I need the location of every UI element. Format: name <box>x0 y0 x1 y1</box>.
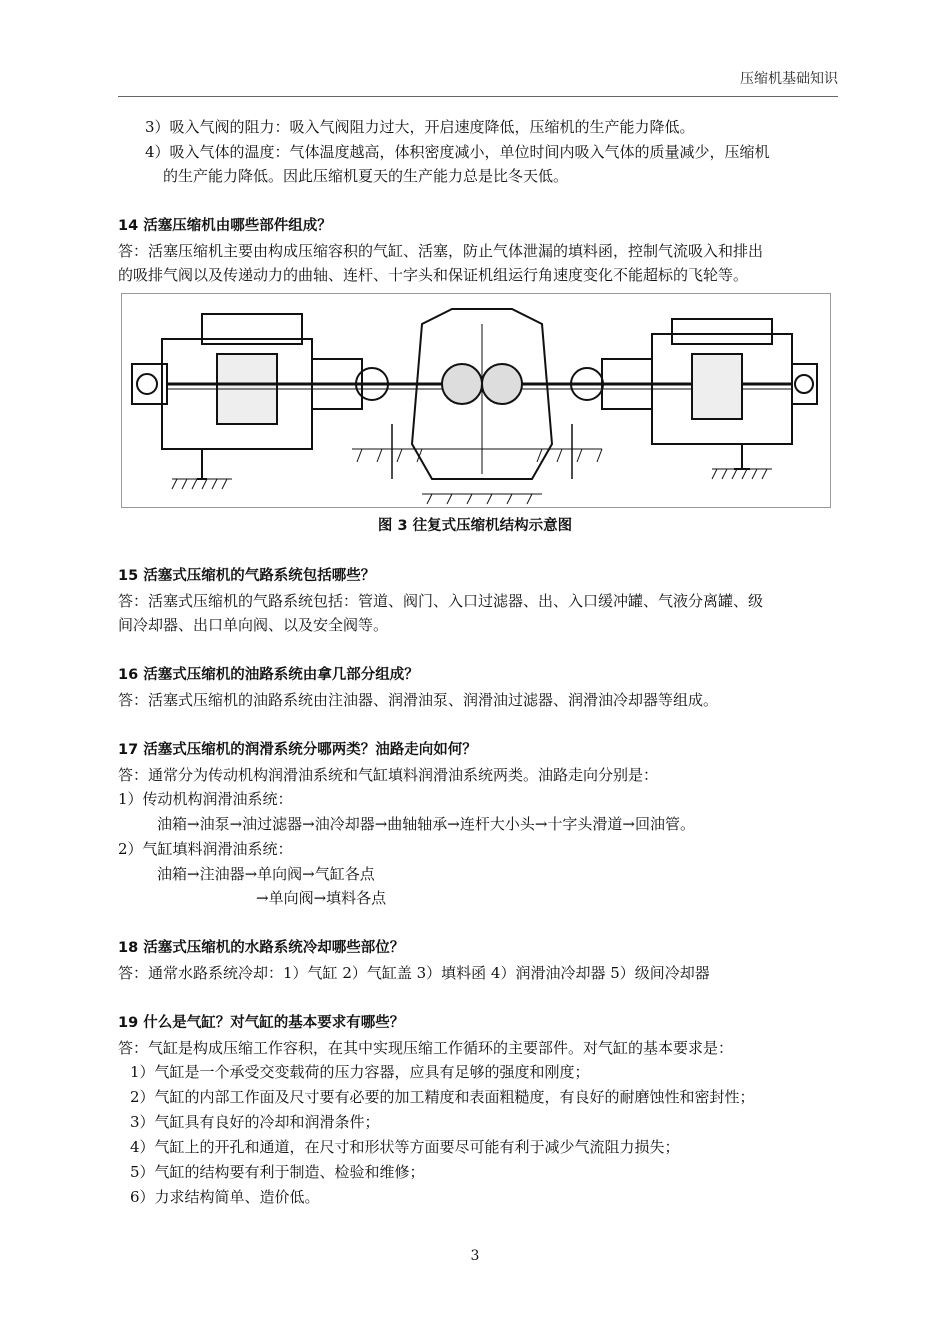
answer-16-line1: 答：活塞式压缩机的油路系统由注油器、润滑油泵、润滑油过滤器、润滑油冷却器等组成。 <box>118 691 719 709</box>
right-end-bolt <box>795 375 813 393</box>
answer-17-flow2b: →单向阀→填料各点 <box>256 889 387 907</box>
question-16: 16 活塞式压缩机的油路系统由拿几部分组成？ <box>118 667 419 683</box>
answer-14-line1: 答：活塞压缩机主要由构成压缩容积的气缸、活塞，防止气体泄漏的填料函，控制气流吸入和排出 <box>118 242 764 260</box>
crank-left <box>442 364 482 404</box>
intro-item-3: 3）吸入气阀的阻力：吸入气阀阻力过大，开启速度降低，压缩机的生产能力降低。 <box>145 118 695 136</box>
compressor-diagram <box>121 293 831 508</box>
right-valve-cover <box>672 319 772 344</box>
answer-18-line1: 答：通常水路系统冷却：1）气缸 2）气缸盖 3）填料函 4）润滑油冷却器 5）级间冷却器 <box>118 964 710 982</box>
answer-17-flow1: 油箱→油泵→油过滤器→油冷却器→曲轴轴承→连杆大小头→十字头滑道→回油管。 <box>157 815 695 833</box>
intro-item-4-cont: 的生产能力降低。因此压缩机夏天的生产能力总是比冬天低。 <box>163 167 569 185</box>
running-header: 压缩机基础知识 <box>740 71 838 87</box>
answer-19-item: 2）气缸的内部工作面及尺寸要有必要的加工精度和表面粗糙度，有良好的耐磨蚀性和密封性； <box>130 1088 755 1106</box>
answer-17-subhead2: 2）气缸填料润滑油系统： <box>118 840 293 858</box>
page-number: 3 <box>470 1248 480 1264</box>
intro-item-4: 4）吸入气体的温度：气体温度越高，体积密度减小，单位时间内吸入气体的质量减少，压缩机 <box>145 143 770 161</box>
foundation-right <box>712 469 772 479</box>
answer-19-item: 3）气缸具有良好的冷却和润滑条件； <box>130 1113 380 1131</box>
right-piston <box>692 354 742 419</box>
question-18: 18 活塞式压缩机的水路系统冷却哪些部位？ <box>118 940 405 956</box>
left-end-bolt <box>137 374 157 394</box>
answer-19-line1: 答：气缸是构成压缩工作容积，在其中实现压缩工作循环的主要部件。对气缸的基本要求是： <box>118 1039 734 1057</box>
answer-17-flow2a: 油箱→注油器→单向阀→气缸各点 <box>157 865 375 883</box>
question-14: 14 活塞压缩机由哪些部件组成？ <box>118 218 332 234</box>
answer-14-line2: 的吸排气阀以及传递动力的曲轴、连杆、十字头和保证机组运行角速度变化不能超标的飞轮等。 <box>118 266 749 284</box>
answer-17-subhead1: 1）传动机构润滑油系统： <box>118 790 293 808</box>
compressor-diagram-svg <box>122 294 830 507</box>
answer-19-item: 5）气缸的结构要有利于制造、检验和维修； <box>130 1163 425 1181</box>
answer-19-item: 1）气缸是一个承受交变载荷的压力容器，应具有足够的强度和刚度； <box>130 1063 590 1081</box>
answer-19-item: 6）力求结构简单、造价低。 <box>130 1188 320 1206</box>
crank-right <box>482 364 522 404</box>
question-15: 15 活塞式压缩机的气路系统包括哪些？ <box>118 568 376 584</box>
answer-19-item: 4）气缸上的开孔和通道，在尺寸和形状等方面要尽可能有利于减少气流阻力损失； <box>130 1138 680 1156</box>
question-17: 17 活塞式压缩机的润滑系统分哪两类？油路走向如何？ <box>118 742 477 758</box>
foundation-center <box>352 449 602 504</box>
answer-15-line2: 间冷却器、出口单向阀、以及安全阀等。 <box>118 616 389 634</box>
foundation-left <box>172 479 232 489</box>
figure-caption: 图 3 往复式压缩机结构示意图 <box>377 518 573 534</box>
question-19: 19 什么是气缸？对气缸的基本要求有哪些？ <box>118 1015 405 1031</box>
answer-15-line1: 答：活塞式压缩机的气路系统包括：管道、阀门、入口过滤器、出、入口缓冲罐、气液分离罐、级 <box>118 592 764 610</box>
answer-17-line1: 答：通常分为传动机构润滑油系统和气缸填料润滑油系统两类。油路走向分别是： <box>118 766 659 784</box>
header-rule <box>118 96 838 97</box>
